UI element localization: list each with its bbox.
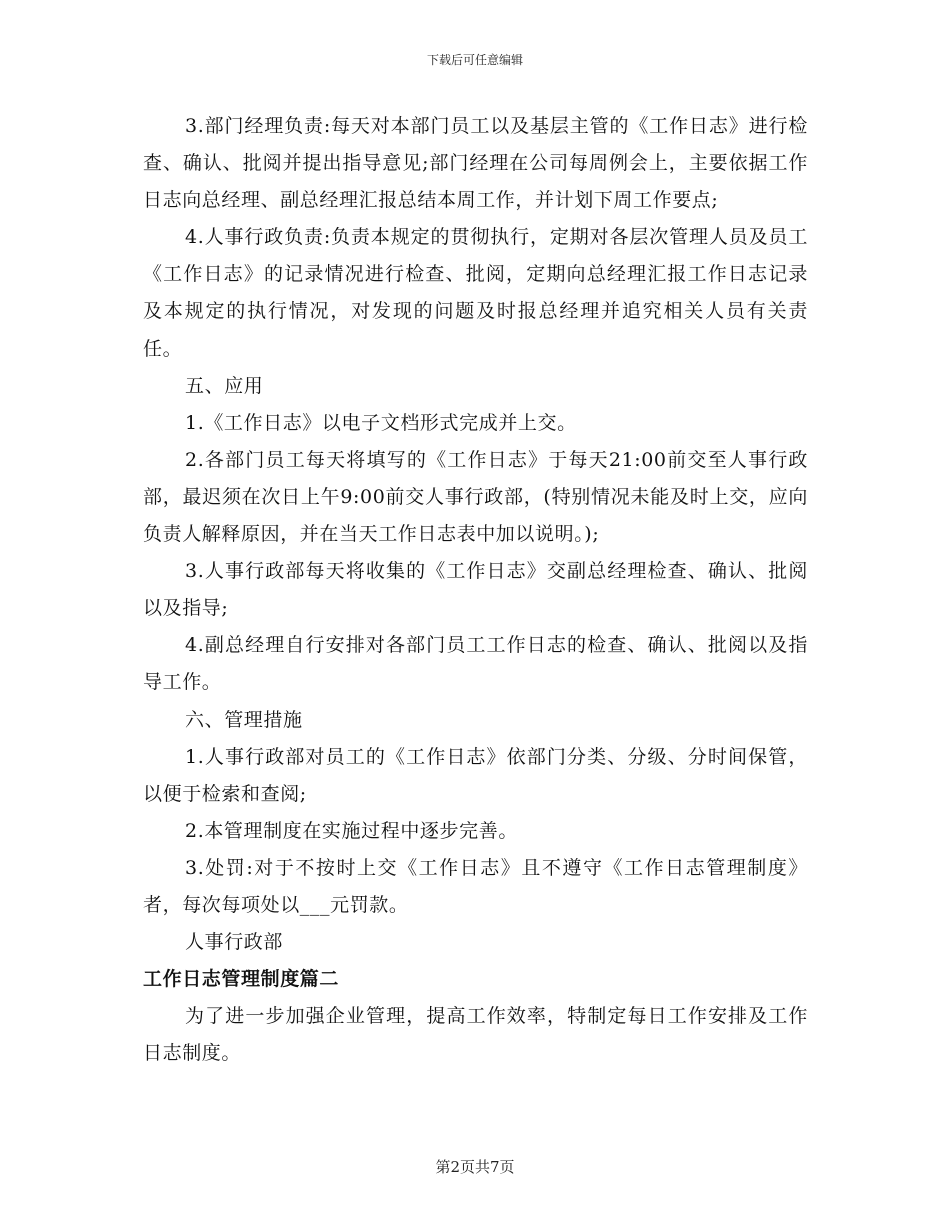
- paragraph-application-1: 1.《工作日志》以电子文档形式完成并上交。: [185, 411, 577, 434]
- page-footer: 第2页共7页: [435, 1158, 515, 1176]
- paragraph-measure-2: 2.本管理制度在实施过程中逐步完善。: [185, 819, 518, 842]
- document-body: [143, 108, 808, 1072]
- heading-application: 五、应用: [185, 374, 264, 397]
- paragraph-hr-admin-duty: 4.人事行政负责:负责本规定的贯彻执行，定期对各层次管理人员及员工《工作日志》的记录情况进行检查、批阅，定期向总经理汇报工作日志记录及本规定的执行情况，对发现的问题及时报总经理并追究相关人员有关责任。: [143, 226, 808, 360]
- paragraph-dept-manager-duty: 3.部门经理负责:每天对本部门员工以及基层主管的《工作日志》进行检查、确认、批阅并提出指导意见;部门经理在公司每周例会上，主要依据工作日志向总经理、副总经理汇报总结本周工作，并计划下周工作要点;: [143, 115, 808, 212]
- page-header: 下载后可任意编辑: [426, 53, 523, 67]
- heading-management-measures: 六、管理措施: [185, 708, 303, 731]
- paragraph-intro: 为了进一步加强企业管理，提高工作效率，特制定每日工作安排及工作日志制度。: [143, 1005, 808, 1065]
- signature-department: 人事行政部: [185, 931, 284, 954]
- paragraph-application-4: 4.副总经理自行安排对各部门员工工作日志的检查、确认、批阅以及指导工作。: [143, 634, 808, 694]
- paragraph-measure-3: 3.处罚:对于不按时上交《工作日志》且不遵守《工作日志管理制度》者，每次每项处以___元罚款。: [143, 856, 808, 916]
- paragraph-application-2: 2.各部门员工每天将填写的《工作日志》于每天21:00前交至人事行政部，最迟须在次日上午9:00前交人事行政部，(特别情况未能及时上交，应向负责人解释原因，并在当天工作日志表中加以说明。);: [143, 448, 808, 546]
- section-title: 工作日志管理制度篇二: [143, 968, 340, 991]
- paragraph-measure-1: 1.人事行政部对员工的《工作日志》依部门分类、分级、分时间保管，以便于检索和查阅;: [143, 745, 808, 805]
- paragraph-application-3: 3.人事行政部每天将收集的《工作日志》交副总经理检查、确认、批阅以及指导;: [143, 560, 808, 620]
